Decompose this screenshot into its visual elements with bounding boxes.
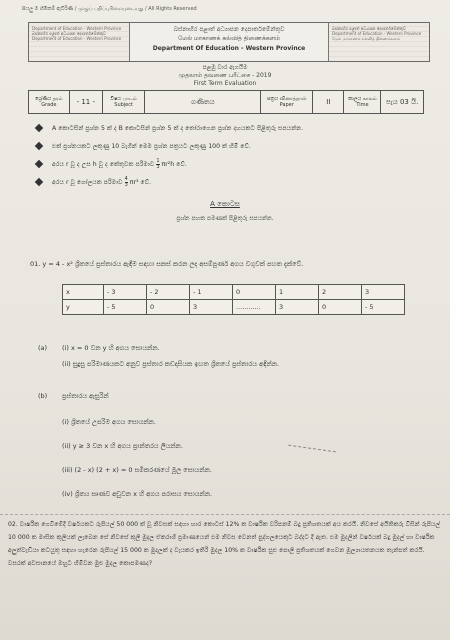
instructions-list — [36, 119, 436, 191]
part-b-label: (b) — [38, 392, 48, 400]
question-1a-ii: (ii) සුදුසු පරිමාණයකට අනුව ප්‍රස්තාර කඩදාසියක ඉහත ශ්‍රිතයේ ප්‍රස්තාරය අඳින්න. — [62, 360, 280, 368]
header-banner — [28, 22, 430, 62]
diamond-bullet-icon — [35, 142, 43, 150]
instruction-item: A කොටසින් ප්‍රශ්න 5 ක් ද B කොටසින් ප්‍රශ්න 5 ක් ද තෝරාගෙන ප්‍රශ්න දහයකට පිළිතුරු සපයන්න. — [36, 119, 436, 137]
banner-left-watermark: Department of Education - Western Province බස්නාහිර පළාත් අධ්‍යාපන දෙපාර්තමේන්තුව Department of Education - Western Province — [29, 23, 129, 61]
question-1a-i: (i) x = 0 වන y හි අගය සොයන්න. — [62, 344, 160, 352]
paper-label: පත්‍රය வினாத்தாள் Paper — [261, 91, 313, 113]
grade-value: - 11 - — [70, 91, 103, 113]
table-cell: - 3 — [104, 285, 147, 300]
question-1b-iii: (iii) (2 - x) (2 + x) = 0 සමීකරණයේ මූල සොයන්න. — [62, 466, 212, 474]
table-cell: 0 — [233, 285, 276, 300]
copyright-line: සියලු ම හිමිකම් ඇවිරිණි / முழுப் பதிப்புரிமையுடையது / All Rights Reserved — [22, 6, 197, 12]
banner-right-watermark: බස්නාහිර පළාත් අධ්‍යාපන දෙපාර්තමේන්තුව Department of Education - Western Province மேல் மாகாணக் கல்வித் திணைக்களம் — [329, 23, 429, 61]
divider — [0, 514, 450, 516]
question-2-text: 02. වාර්ෂික ගෙවීමේදී වර්ෂයකට රුපියල් 50 000 ක් වූ නිවසක් සඳහා හාර කොටස් 12% ක වාර්ෂික වරිපනම් බදු ප්‍රතිශතයක් අය කරයි. නිවසේ අයිතිකරු විසින් රුපියල් 10 000 ක මාසික කුලියක් ලැබෙන සේ නිවසේ කුලී මුදල ඒකරාශි ප්‍රමාණයෙන් එම නිවස වෙනත් පුද්ගලයෙකුට බද්දට දී ඇත. එම මුදලින් වර්ෂයක් බදු මුදල් හා වාර්ෂික අලුත්වැඩියා කටයුතු සඳහා හැරෙන රුපියල් 15 000 ක මුදලක් ද වැයකර ඉතිරි මුදල 10% ක වාර්ෂික සුළු පොලී ප්‍රතිශතයක් ගෙවන මූල්‍යායතනයක තැන්පත් කරයි. වසරක් අවසානයේ ඔහුට හිමිවන මුළු මුදල කොපමණද? — [8, 521, 441, 567]
question-1b-i: (i) ශ්‍රිතයේ උපරිම අගය සොයන්න. — [62, 418, 156, 426]
instruction-item: එක් ප්‍රශ්නයකට ලකුණු 10 බැගින් මෙම ප්‍රශ්න පත්‍රයට ලකුණු 100 ක් හිමි වේ. — [36, 137, 436, 155]
table-row — [63, 300, 405, 315]
part-a-instruction: ප්‍රශ්න පහක පමණක් පිළිතුරු සපයන්න. — [176, 215, 274, 222]
fraction: $\frac{1}{3}$ — [156, 157, 160, 170]
diamond-bullet-icon — [35, 124, 43, 132]
pen-mark — [288, 445, 336, 454]
table-cell: 3 — [276, 300, 319, 315]
table-header-y: y — [63, 300, 104, 315]
table-cell: 0 — [319, 300, 362, 315]
grade-label: ශ්‍රේණිය தரம் Grade — [29, 91, 70, 113]
question-1-text: 01. y = 4 - x² ශ්‍රිතයේ ප්‍රස්තාරය ඇඳීම සඳහා සකස් කරන ලද අසම්පූර්ණ අගය වගුවක් පහත දැක්වේ. — [30, 260, 304, 268]
table-cell: - 1 — [190, 285, 233, 300]
subject-value: ගණිතය — [145, 91, 261, 113]
table-cell: 2 — [319, 285, 362, 300]
question-1b-ii: (ii) y ≥ 3 වන x හි අගය ප්‍රාන්තරය ලියන්න. — [62, 442, 183, 450]
table-cell: 3 — [362, 285, 405, 300]
table-row — [63, 285, 405, 300]
title-sinhala: පළමු වාර ඇගයීම — [202, 64, 248, 71]
time-label: කාලය காலம் Time — [344, 91, 381, 113]
table-cell: - 5 — [362, 300, 405, 315]
table-cell: ............ — [233, 300, 276, 315]
table-cell: 3 — [190, 300, 233, 315]
table-header-x: x — [63, 285, 104, 300]
diamond-bullet-icon — [35, 178, 43, 186]
subject-label: විෂය பாடம் Subject — [103, 91, 146, 113]
diamond-bullet-icon — [35, 160, 43, 168]
value-table — [62, 284, 405, 315]
fraction: $\frac{4}{3}$ — [124, 175, 128, 188]
exam-titles — [0, 64, 450, 88]
banner-title-english: Department Of Education - Western Province — [152, 45, 306, 52]
exam-info-bar — [28, 90, 424, 114]
banner-title-block — [129, 23, 329, 61]
instruction-item: අරය r වූ ගෝලයක පරිමාව $\frac{4}{3}$ πr³ වේ. — [36, 173, 436, 191]
table-cell: - 2 — [147, 285, 190, 300]
part-a-label: (a) — [38, 344, 48, 352]
title-tamil: முதலாம் தவணை பரீட்சை - 2019 — [178, 72, 272, 79]
table-cell: - 5 — [104, 300, 147, 315]
question-1b-iv: (iv) ශ්‍රිතය සෘණව අඩුවන x හි අගය පරාසය සොයන්න. — [62, 490, 213, 498]
time-value: පැය 03 යි. — [386, 98, 419, 106]
banner-title-tamil: மேல் மாகாணக் கல்வித் திணைக்களம் — [178, 35, 280, 42]
instruction-item: අරය r වූ ද උස h වූ ද කේතුවක පරිමාව $\frac{1}{3}$ πr²h වේ. — [36, 155, 436, 173]
title-english: First Term Evaluation — [193, 80, 257, 87]
question-1b-heading: ප්‍රස්තාරය ඇසුරින් — [62, 392, 109, 400]
paper-value: II — [313, 91, 344, 113]
part-a-title: A කොටස — [210, 200, 240, 208]
table-cell: 1 — [276, 285, 319, 300]
part-a-heading — [0, 200, 450, 223]
banner-title-sinhala: බස්නාහිර පළාත් අධ්‍යාපන දෙපාර්තමේන්තුව — [173, 26, 285, 33]
table-cell: 0 — [147, 300, 190, 315]
